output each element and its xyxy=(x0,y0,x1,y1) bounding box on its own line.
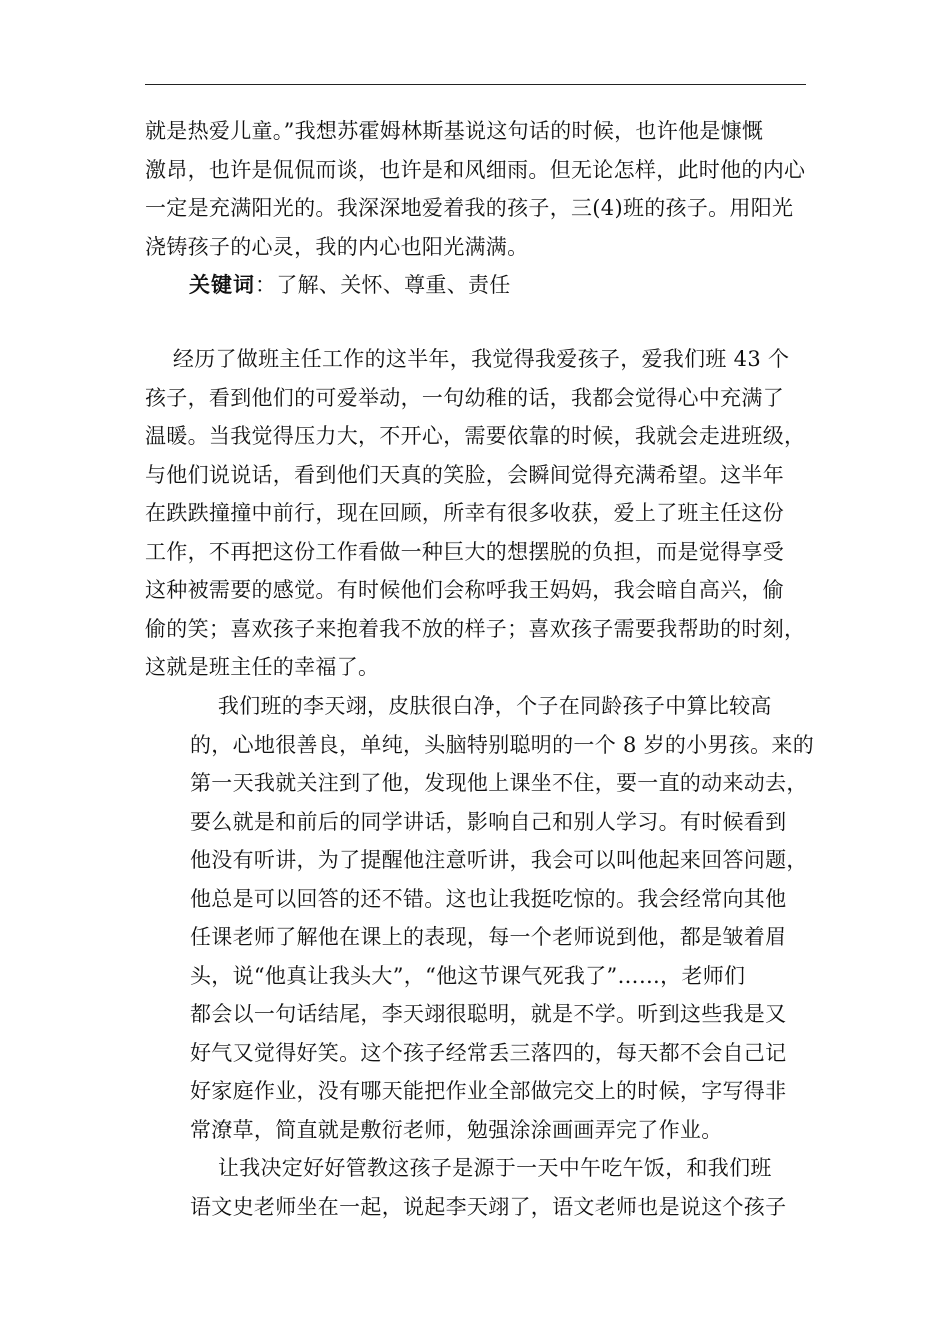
paragraph-3 xyxy=(190,1149,815,1226)
text-line: 要么就是和前后的同学讲话，影响自己和别人学习。有时候看到 xyxy=(190,809,787,834)
text-line: 让我决定好好管教这孩子是源于一天中午吃午饭，和我们班 xyxy=(190,1156,772,1180)
text-line: 第一天我就关注到了他，发现他上课坐不住，要一直的动来动去， xyxy=(190,771,808,795)
keywords-line xyxy=(189,266,854,305)
text-line: 都会以一句话结尾，李天翊很聪明，就是不学。听到这些我是又 xyxy=(190,1002,787,1026)
keywords-terms: 了解、关怀、尊重、责任 xyxy=(276,273,511,297)
text-line: 头，说“他真让我头大”，“他这节课气死我了”……，老师们 xyxy=(190,963,746,988)
text-line: 孩子，看到他们的可爱举动，一句幼稚的话，我都会觉得心中充满了 xyxy=(145,385,784,410)
header-rule xyxy=(145,84,806,85)
text-line: 我们班的李天翊，皮肤很白净，个子在同龄孩子中算比较高 xyxy=(190,694,772,718)
text-line: 经历了做班主任工作的这半年，我觉得我爱孩子，爱我们班 43 个 xyxy=(145,347,790,371)
paragraph-2 xyxy=(190,687,815,1149)
text-line: 一定是充满阳光的。我深深地爱着我的孩子，三(4)班的孩子。用阳光 xyxy=(145,196,794,220)
text-line: 温暖。当我觉得压力大，不开心，需要依靠的时候，我就会走进班级， xyxy=(145,424,806,448)
keywords-separator: ： xyxy=(255,273,277,297)
text-line: 就是热爱儿童。”我想苏霍姆林斯基说这句话的时候，也许他是慷慨 xyxy=(145,119,764,143)
text-line: 工作，不再把这份工作看做一种巨大的想摆脱的负担，而是觉得享受 xyxy=(145,539,784,564)
text-line: 他总是可以回答的还不错。这也让我挺吃惊的。我会经常向其他 xyxy=(190,886,787,911)
text-line: 常潦草，简直就是敷衍老师，勉强涂涂画画弄完了作业。 xyxy=(190,1117,723,1142)
text-line: 在跌跌撞撞中前行，现在回顾，所幸有很多收获，爱上了班主任这份 xyxy=(145,501,784,525)
text-line: 激昂，也许是侃侃而谈，也许是和风细雨。但无论怎样，此时他的内心 xyxy=(145,157,806,182)
text-line: 语文史老师坐在一起，说起李天翊了，语文老师也是说这个孩子 xyxy=(190,1194,787,1219)
text-line: 与他们说说话，看到他们天真的笑脸，会瞬间觉得充满希望。这半年 xyxy=(145,462,784,487)
keywords-label: 关键词 xyxy=(189,272,255,297)
text-line: 浇铸孩子的心灵，我的内心也阳光满满。 xyxy=(145,234,529,259)
text-line: 他没有听讲，为了提醒他注意听讲，我会可以叫他起来回答问题， xyxy=(190,848,808,872)
text-line: 这就是班主任的幸福了。 xyxy=(145,655,380,679)
intro-paragraph xyxy=(145,112,810,266)
text-line: 偷的笑；喜欢孩子来抱着我不放的样子；喜欢孩子需要我帮助的时刻， xyxy=(145,616,806,641)
text-line: 好气又觉得好笑。这个孩子经常丢三落四的，每天都不会自己记 xyxy=(190,1040,787,1065)
text-line: 任课老师了解他在课上的表现，每一个老师说到他，都是皱着眉 xyxy=(190,925,787,949)
text-line: 这种被需要的感觉。有时候他们会称呼我王妈妈，我会暗自高兴，偷 xyxy=(145,578,784,602)
paragraph-1 xyxy=(145,340,810,687)
text-line: 好家庭作业，没有哪天能把作业全部做完交上的时候，字写得非 xyxy=(190,1079,787,1103)
text-line: 的，心地很善良，单纯，头脑特别聪明的一个 8 岁的小男孩。来的 xyxy=(190,732,815,757)
